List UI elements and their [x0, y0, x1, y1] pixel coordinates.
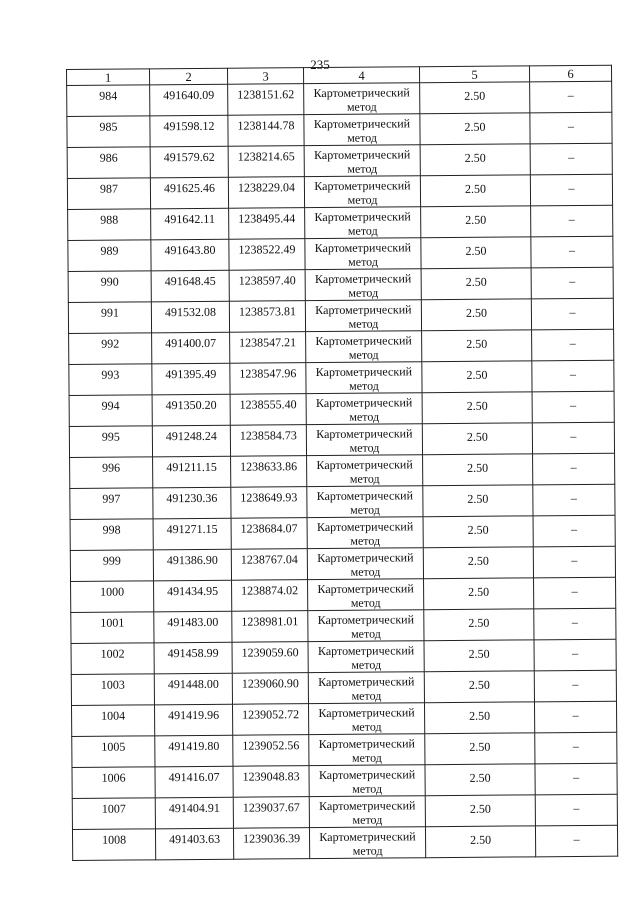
table-row — [71, 577, 616, 612]
method-text-line-2: метод — [351, 657, 382, 672]
method-cell — [309, 796, 425, 828]
method-cell — [307, 517, 423, 549]
method-text-line-2: метод — [348, 316, 379, 331]
column-header-point-number: 1 — [67, 69, 150, 86]
point-number-cell: 990 — [68, 271, 151, 303]
note-cell: – — [535, 794, 617, 826]
x-coordinate-cell: 491248.24 — [152, 425, 230, 457]
x-coordinate-cell: 491648.45 — [151, 270, 229, 302]
table-row — [68, 267, 613, 302]
table-row — [69, 360, 614, 395]
point-number-cell: 1007 — [72, 798, 155, 830]
table-row — [69, 391, 614, 426]
x-coordinate-cell: 491579.62 — [150, 146, 228, 178]
y-coordinate-cell: 1239059.60 — [232, 642, 308, 674]
accuracy-cell: 2.50 — [422, 361, 532, 393]
note-cell: – — [530, 174, 612, 206]
method-text-line-1: Картометрический — [313, 147, 411, 163]
x-coordinate-cell: 491640.09 — [150, 84, 228, 116]
x-coordinate-cell: 491419.96 — [154, 704, 232, 736]
table-row — [72, 825, 617, 860]
method-cell — [307, 486, 423, 518]
table-row — [72, 732, 617, 767]
y-coordinate-cell: 1238555.40 — [230, 394, 306, 426]
table-row — [69, 422, 614, 457]
method-cell — [309, 827, 425, 859]
method-cell — [305, 207, 421, 239]
method-text-line-1: Картометрический — [316, 488, 414, 504]
y-coordinate-cell: 1238649.93 — [231, 487, 307, 519]
accuracy-cell: 2.50 — [423, 485, 533, 517]
method-text-line-2: метод — [346, 99, 377, 114]
method-cell — [305, 300, 421, 332]
point-number-cell: 1002 — [71, 643, 154, 675]
method-text-line-2: метод — [351, 750, 382, 765]
point-number-cell: 1001 — [71, 612, 154, 644]
accuracy-cell: 2.50 — [421, 206, 531, 238]
method-text-line-1: Картометрический — [313, 85, 410, 101]
method-cell — [308, 579, 424, 611]
y-coordinate-cell: 1239052.56 — [233, 735, 309, 767]
column-header-method: 4 — [303, 67, 419, 84]
method-cell — [309, 734, 425, 766]
x-coordinate-cell: 491642.11 — [151, 208, 229, 240]
table-row — [70, 484, 615, 519]
accuracy-cell: 2.50 — [423, 454, 533, 486]
method-cell — [305, 269, 421, 301]
method-text-line-2: метод — [347, 223, 378, 238]
accuracy-cell: 2.50 — [422, 423, 532, 455]
y-coordinate-cell: 1238547.96 — [230, 363, 306, 395]
method-text-line-2: метод — [350, 502, 380, 517]
accuracy-cell: 2.50 — [425, 826, 535, 858]
y-coordinate-cell: 1239036.39 — [233, 828, 309, 860]
note-cell: – — [534, 670, 616, 702]
note-cell: – — [533, 546, 615, 578]
method-cell — [308, 610, 424, 642]
method-text-line-1: Картометрический — [314, 271, 412, 287]
accuracy-cell: 2.50 — [420, 82, 530, 114]
method-text-line-2: метод — [351, 719, 382, 734]
accuracy-cell: 2.50 — [424, 640, 534, 672]
method-cell — [308, 703, 424, 735]
method-cell — [307, 455, 423, 487]
note-cell: – — [530, 143, 612, 175]
table-row — [72, 763, 617, 798]
y-coordinate-cell: 1238495.44 — [229, 208, 305, 240]
accuracy-cell: 2.50 — [423, 547, 533, 579]
note-cell: – — [530, 81, 612, 113]
method-text-line-1: Картометрический — [317, 643, 415, 659]
x-coordinate-cell: 491403.63 — [155, 828, 233, 860]
method-text-line-2: метод — [350, 564, 381, 579]
method-text-line-2: метод — [350, 533, 381, 548]
method-text-line-1: Картометрический — [315, 395, 413, 411]
column-header-y: 3 — [227, 68, 303, 85]
method-text-line-1: Картометрический — [318, 674, 415, 690]
note-cell: – — [535, 763, 617, 795]
point-number-cell: 984 — [67, 85, 150, 117]
x-coordinate-cell: 491386.90 — [153, 549, 231, 581]
method-cell — [304, 176, 420, 208]
method-text-line-1: Картометрический — [317, 550, 414, 566]
point-number-cell: 1006 — [72, 767, 155, 799]
table-row — [71, 670, 616, 705]
table-row — [68, 298, 613, 333]
method-text-line-1: Картометрический — [316, 519, 414, 535]
note-cell: – — [532, 329, 614, 361]
column-header-x: 2 — [150, 68, 228, 85]
method-text-line-2: метод — [348, 285, 379, 300]
method-text-line-1: Картометрический — [318, 736, 415, 752]
method-cell — [306, 424, 422, 456]
note-cell: – — [535, 732, 617, 764]
note-cell: – — [532, 360, 614, 392]
accuracy-cell: 2.50 — [420, 144, 530, 176]
y-coordinate-cell: 1238981.01 — [232, 611, 308, 643]
point-number-cell: 1008 — [72, 829, 155, 861]
x-coordinate-cell: 491532.08 — [151, 301, 229, 333]
note-cell: – — [531, 267, 613, 299]
y-coordinate-cell: 1239060.90 — [232, 673, 308, 705]
y-coordinate-cell: 1238151.62 — [228, 84, 304, 116]
column-header-accuracy: 5 — [419, 66, 529, 83]
accuracy-cell: 2.50 — [422, 392, 532, 424]
accuracy-cell: 2.50 — [421, 237, 531, 269]
point-number-cell: 1000 — [71, 581, 154, 613]
note-cell: – — [533, 484, 615, 516]
method-text-line-1: Картометрический — [318, 705, 415, 721]
method-text-line-1: Картометрический — [314, 240, 412, 256]
method-text-line-1: Картометрический — [317, 612, 415, 628]
y-coordinate-cell: 1238633.86 — [231, 456, 307, 488]
method-cell — [308, 672, 424, 704]
x-coordinate-cell: 491404.91 — [155, 797, 233, 829]
point-number-cell: 997 — [70, 488, 153, 520]
note-cell: – — [531, 298, 613, 330]
table-row — [72, 794, 617, 829]
method-cell — [308, 641, 424, 673]
method-text-line-1: Картометрический — [318, 767, 416, 783]
x-coordinate-cell: 491625.46 — [150, 177, 228, 209]
coordinates-table — [66, 65, 618, 861]
x-coordinate-cell: 491211.15 — [153, 456, 231, 488]
x-coordinate-cell: 491419.80 — [155, 735, 233, 767]
accuracy-cell: 2.50 — [420, 175, 530, 207]
note-cell: – — [531, 236, 613, 268]
method-text-line-2: метод — [351, 688, 382, 703]
page-number: 235 — [310, 57, 330, 72]
accuracy-cell: 2.50 — [420, 113, 530, 145]
point-number-cell: 1004 — [71, 705, 154, 737]
accuracy-cell: 2.50 — [423, 516, 533, 548]
method-text-line-2: метод — [347, 192, 378, 207]
table-row — [68, 236, 613, 271]
note-cell: – — [533, 515, 615, 547]
y-coordinate-cell: 1238144.78 — [228, 115, 304, 147]
accuracy-cell: 2.50 — [425, 733, 535, 765]
method-text-line-2: метод — [352, 843, 383, 858]
method-text-line-1: Картометрический — [316, 426, 413, 442]
method-text-line-1: Картометрический — [316, 457, 413, 473]
method-cell — [304, 83, 420, 115]
point-number-cell: 999 — [70, 550, 153, 582]
y-coordinate-cell: 1238684.07 — [231, 518, 307, 550]
x-coordinate-cell: 491400.07 — [152, 332, 230, 364]
table-row — [70, 453, 615, 488]
x-coordinate-cell: 491350.20 — [152, 394, 230, 426]
note-cell: – — [534, 701, 616, 733]
y-coordinate-cell: 1238547.21 — [230, 332, 306, 364]
method-text-line-2: метод — [350, 626, 381, 641]
y-coordinate-cell: 1239037.67 — [233, 797, 309, 829]
method-text-line-2: метод — [348, 254, 378, 269]
method-text-line-1: Картометрический — [319, 829, 416, 845]
y-coordinate-cell: 1238229.04 — [228, 177, 304, 209]
y-coordinate-cell: 1239048.83 — [233, 766, 309, 798]
x-coordinate-cell: 491483.00 — [154, 611, 232, 643]
method-cell — [309, 765, 425, 797]
y-coordinate-cell: 1238573.81 — [229, 301, 305, 333]
accuracy-cell: 2.50 — [424, 609, 534, 641]
table-row — [71, 639, 616, 674]
method-cell — [305, 238, 421, 270]
accuracy-cell: 2.50 — [425, 795, 535, 827]
note-cell: – — [530, 112, 612, 144]
accuracy-cell: 2.50 — [422, 330, 532, 362]
y-coordinate-cell: 1238214.65 — [228, 146, 304, 178]
method-cell — [304, 114, 420, 146]
table-row — [70, 546, 615, 581]
method-cell — [306, 362, 422, 394]
y-coordinate-cell: 1238522.49 — [229, 239, 305, 271]
method-text-line-2: метод — [352, 781, 383, 796]
y-coordinate-cell: 1239052.72 — [232, 704, 308, 736]
method-text-line-1: Картометрический — [314, 209, 411, 225]
note-cell: – — [534, 608, 616, 640]
x-coordinate-cell: 491598.12 — [150, 115, 228, 147]
point-number-cell: 988 — [68, 209, 151, 241]
note-cell: – — [531, 205, 613, 237]
x-coordinate-cell: 491458.99 — [154, 642, 232, 674]
table-row — [70, 515, 615, 550]
y-coordinate-cell: 1238584.73 — [230, 425, 306, 457]
x-coordinate-cell: 491230.36 — [153, 487, 231, 519]
point-number-cell: 998 — [70, 519, 153, 551]
x-coordinate-cell: 491271.15 — [153, 518, 231, 550]
method-text-line-1: Картометрический — [315, 333, 412, 349]
y-coordinate-cell: 1238767.04 — [231, 549, 307, 581]
note-cell: – — [535, 825, 617, 857]
method-cell — [306, 393, 422, 425]
table-row — [69, 329, 614, 364]
method-cell — [306, 331, 422, 363]
table-row — [71, 701, 616, 736]
point-number-cell: 1005 — [72, 736, 155, 768]
x-coordinate-cell: 491434.95 — [154, 580, 232, 612]
y-coordinate-cell: 1238597.40 — [229, 270, 305, 302]
method-text-line-1: Картометрический — [315, 302, 412, 318]
method-text-line-2: метод — [349, 409, 380, 424]
x-coordinate-cell: 491416.07 — [155, 766, 233, 798]
x-coordinate-cell: 491643.80 — [151, 239, 229, 271]
point-number-cell: 1003 — [71, 674, 154, 706]
point-number-cell: 994 — [69, 395, 152, 427]
method-text-line-2: метод — [347, 130, 377, 145]
method-text-line-2: метод — [349, 378, 379, 393]
table-row — [67, 112, 612, 147]
method-cell — [307, 548, 423, 580]
method-text-line-2: метод — [350, 595, 381, 610]
method-text-line-2: метод — [348, 347, 379, 362]
note-cell: – — [533, 453, 615, 485]
point-number-cell: 991 — [68, 302, 151, 334]
method-text-line-2: метод — [347, 161, 378, 176]
table-body — [67, 81, 618, 860]
point-number-cell: 989 — [68, 240, 151, 272]
note-cell: – — [534, 639, 616, 671]
note-cell: – — [532, 422, 614, 454]
x-coordinate-cell: 491395.49 — [152, 363, 230, 395]
method-text-line-1: Картометрический — [317, 581, 414, 597]
table-row — [68, 205, 613, 240]
method-text-line-2: метод — [349, 471, 380, 486]
table-row — [67, 143, 612, 178]
column-header-note: 6 — [529, 65, 611, 82]
point-number-cell: 995 — [69, 426, 152, 458]
method-text-line-1: Картометрический — [313, 116, 411, 132]
note-cell: – — [534, 577, 616, 609]
point-number-cell: 986 — [67, 147, 150, 179]
accuracy-cell: 2.50 — [421, 299, 531, 331]
note-cell: – — [532, 391, 614, 423]
accuracy-cell: 2.50 — [424, 671, 534, 703]
method-text-line-1: Картометрический — [319, 798, 416, 814]
table-row — [71, 608, 616, 643]
accuracy-cell: 2.50 — [424, 702, 534, 734]
point-number-cell: 992 — [69, 333, 152, 365]
method-text-line-2: метод — [352, 812, 383, 827]
method-cell — [304, 145, 420, 177]
method-text-line-1: Картометрический — [314, 178, 411, 194]
method-text-line-2: метод — [349, 440, 380, 455]
accuracy-cell: 2.50 — [425, 764, 535, 796]
x-coordinate-cell: 491448.00 — [154, 673, 232, 705]
point-number-cell: 996 — [70, 457, 153, 489]
accuracy-cell: 2.50 — [421, 268, 531, 300]
table-row — [67, 174, 612, 209]
method-text-line-1: Картометрический — [315, 364, 413, 380]
accuracy-cell: 2.50 — [424, 578, 534, 610]
table-row — [67, 81, 612, 116]
point-number-cell: 993 — [69, 364, 152, 396]
point-number-cell: 985 — [67, 116, 150, 148]
point-number-cell: 987 — [67, 178, 150, 210]
y-coordinate-cell: 1238874.02 — [232, 580, 308, 612]
